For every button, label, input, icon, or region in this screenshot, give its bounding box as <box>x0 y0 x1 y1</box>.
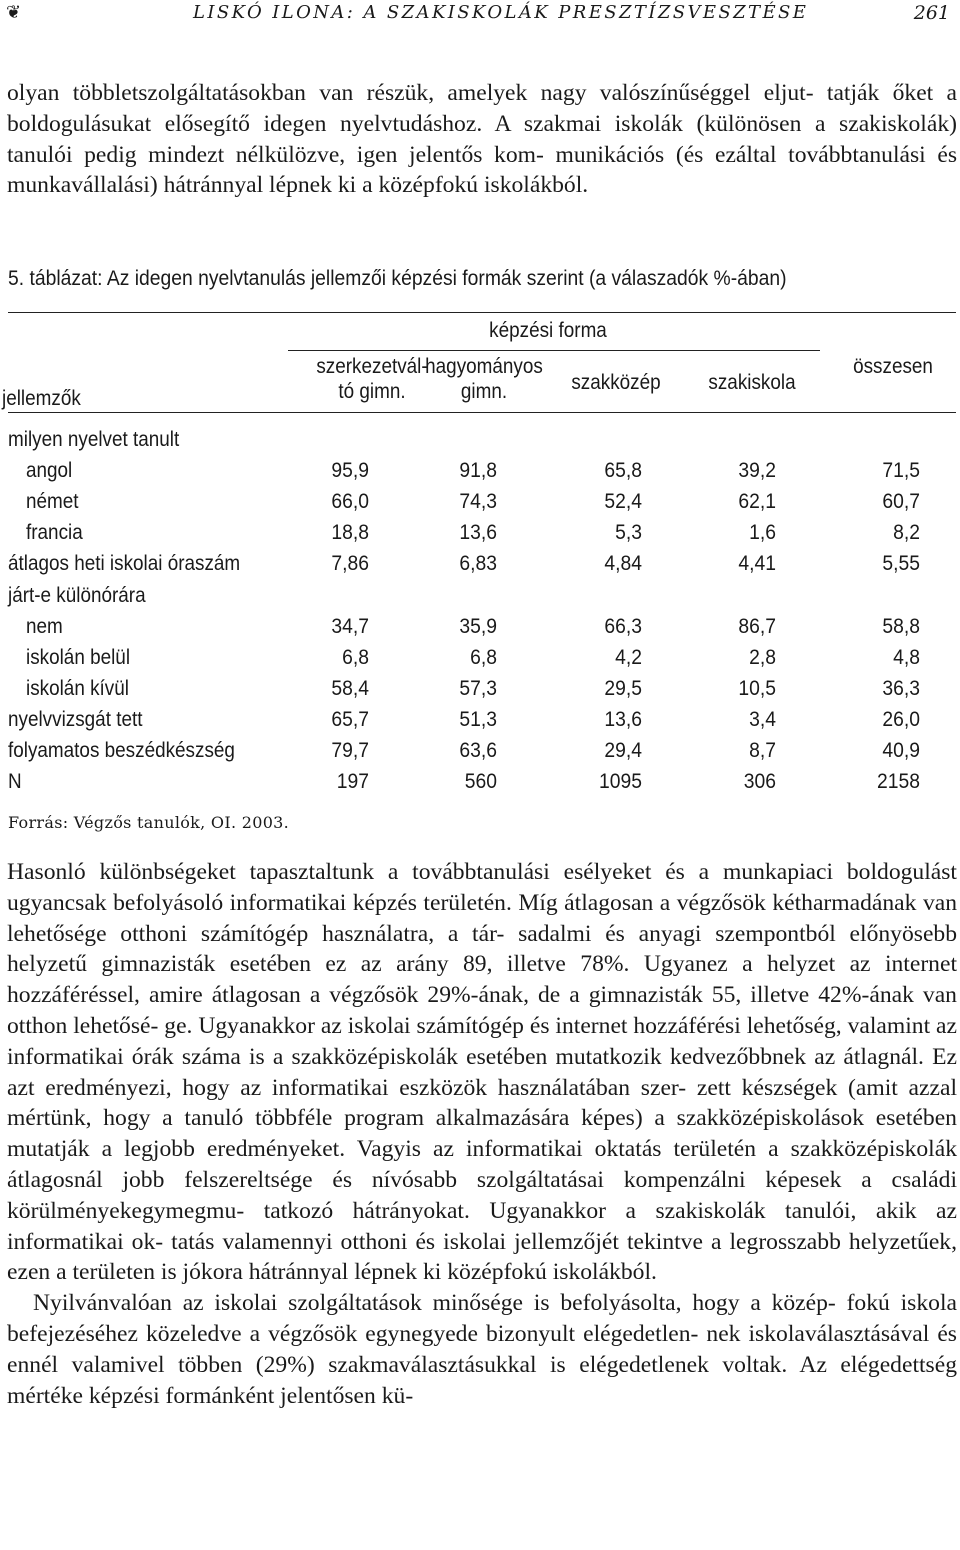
table-row <box>8 517 956 548</box>
row-label: nem <box>26 614 63 638</box>
table-row <box>8 486 956 517</box>
table-cell: 58,4 <box>331 676 369 700</box>
table-cell: 52,4 <box>604 490 642 514</box>
body-paragraph <box>7 1288 957 1411</box>
table-cell: 66,0 <box>331 490 369 514</box>
column-header-line: szakközép <box>571 371 661 394</box>
table-cell: 29,5 <box>604 676 642 700</box>
table-row <box>8 766 956 797</box>
table-cell: 79,7 <box>331 739 369 762</box>
table-cell: 66,3 <box>604 614 642 638</box>
column-header <box>821 354 960 379</box>
row-label: német <box>26 490 79 514</box>
row-label: iskolán kívül <box>26 676 129 700</box>
text-line: tatkozó hátrányokat. Ugyanakkor a szakiskolák tanulói, akik az informatikai ok- <box>7 1197 957 1255</box>
text-line: informatikai oktatás területén a szakközépiskolák átlagosnál jobb felszereltsége és <box>7 1136 957 1193</box>
table-cell: 26,0 <box>882 707 920 731</box>
table-cell: 3,4 <box>749 707 776 731</box>
table-cell: 5,55 <box>882 552 920 576</box>
table-row <box>8 642 956 673</box>
text-line: tatják őket a boldogulásukat elősegítő idegen nyelvtudáshoz. A szakmai iskolák <box>7 80 958 137</box>
table-row <box>8 548 956 579</box>
row-label: angol <box>26 459 73 483</box>
body-text <box>7 857 957 1411</box>
column-header-line: összesen <box>853 355 933 378</box>
table-cell: 1095 <box>599 770 642 794</box>
text-line: ezen a területen is jókora hátránnyal lépnek ki középfokú iskolákból. <box>7 1259 657 1286</box>
table-cell: 36,3 <box>882 676 920 700</box>
table-row <box>8 704 956 735</box>
table-cell: 8,2 <box>893 521 920 545</box>
row-header: jellemzők <box>2 387 81 410</box>
row-label: N <box>8 770 22 794</box>
running-title: LISKÓ ILONA: A SZAKISKOLÁK PRESZTÍZSVESZTÉSE <box>193 2 809 23</box>
table-row <box>8 735 956 766</box>
table-cell: 39,2 <box>738 459 776 483</box>
text-line: nívósabb szolgáltatásai kompenzálni képesek a családi körülményekegymegmu- <box>7 1166 957 1224</box>
table-cell: 58,8 <box>882 614 920 638</box>
table-cell: 8,7 <box>749 739 776 762</box>
table-caption: 5. táblázat: Az idegen nyelvtanulás jellemzői képzési formák szerint (a válaszadók %-ában) <box>8 267 787 290</box>
text-line: ge. Ugyanakkor az iskolai számítógép és internet hozzáférési lehetőség, valamint az <box>164 1012 957 1039</box>
column-header-line: szerkezetvál- <box>316 355 428 378</box>
table-cell: 51,3 <box>459 707 497 731</box>
column-header-line: gimn. <box>460 380 508 403</box>
table-cell: 2158 <box>877 770 920 794</box>
intro-paragraph <box>7 78 957 201</box>
table-cell: 4,8 <box>893 645 920 669</box>
table-source: Forrás: Végzős tanulók, OI. 2003. <box>8 813 290 832</box>
group-header: képzési forma <box>489 319 607 342</box>
text-line: zett készségek (amit azzal mértünk, hogy a tanuló többféle program alkalmazására <box>7 1074 957 1132</box>
table-cell: 65,7 <box>331 707 369 731</box>
column-header-line: szakiskola <box>708 371 796 394</box>
table-row <box>8 455 956 486</box>
text-line: informatikai órák száma is a szakközépiskolák esetében mutatkozik kedvezőbbnek <box>7 1043 807 1070</box>
column-header <box>412 354 556 404</box>
row-label: francia <box>26 521 83 545</box>
text-line: képes) a szakközépiskolások esetében mutatják a legjobb eredményeket. Vagyis az <box>7 1105 957 1163</box>
table-cell: 57,3 <box>459 676 497 700</box>
table-cell: 60,7 <box>882 490 920 514</box>
text-line: nek iskolaválasztásával és ennél valamivel többen (29%) szakmaválasztásukkal is <box>7 1320 957 1378</box>
running-header <box>0 0 960 28</box>
table-cell: 40,9 <box>882 739 920 762</box>
table-row <box>8 424 956 455</box>
table-cell: 63,6 <box>459 739 497 762</box>
table-row <box>8 611 956 642</box>
column-header <box>544 370 688 395</box>
table-cell: 62,1 <box>738 490 776 514</box>
row-label: folyamatos beszédkészség <box>8 739 235 762</box>
text-line: a végzősök 29%-ának, de a gimnazisták 55, illetve 42%-ának van otthon lehetősé- <box>7 982 957 1039</box>
table-cell: 18,8 <box>331 521 369 545</box>
table-cell: 4,41 <box>738 552 776 576</box>
row-label: átlagos heti iskolai óraszám <box>8 552 241 576</box>
text-line: középfokú iskolákból. <box>378 172 589 199</box>
table-cell: 34,7 <box>331 614 369 638</box>
table-cell: 7,86 <box>331 552 369 576</box>
text-line: Nyilvánvalóan az iskolai szolgáltatások minősége is befolyásolta, hogy a közép- <box>33 1290 836 1317</box>
text-line: Hasonló különbségeket tapasztaltunk a továbbtanulási esélyeket és a munkapiaci <box>7 859 834 885</box>
page-number: 261 <box>913 2 950 24</box>
table-cell: 10,5 <box>738 676 776 700</box>
table-cell: 91,8 <box>459 459 497 483</box>
text-line: fokú iskola befejezéséhez közeledve a végzősök egynegyede bizonyult elégedetlen- <box>7 1290 957 1347</box>
table-cell: 6,83 <box>459 552 497 576</box>
table-top-rule <box>8 312 956 313</box>
text-line: az átlagnál. Ez azt eredményezi, hogy az informatikai eszközök használatában szer- <box>7 1043 958 1101</box>
intro-text <box>7 78 957 201</box>
text-line: munikációs (és ezáltal továbbtanulási és munkavállalási) hátránnyal lépnek ki a <box>7 141 958 199</box>
row-label: nyelvvizsgát tett <box>8 707 143 731</box>
text-line: tatás valamennyi otthoni és iskolai jellemzőjét tekintve a legrosszabb helyzetűek, <box>171 1228 957 1255</box>
table-cell: 197 <box>336 770 369 794</box>
table-cell: 74,3 <box>459 490 497 514</box>
header-bottom-rule <box>8 412 956 413</box>
leaf-ornament-icon: ❦ <box>6 2 22 23</box>
text-line: a végzősök kétharmadának van lehetősége otthoni számítógép használatra, a tár- <box>7 889 958 947</box>
table-cell: 306 <box>743 770 776 794</box>
text-line: olyan többletszolgáltatásokban van részük, amelyek nagy valószínűséggel eljut- <box>7 80 814 106</box>
table-cell: 86,7 <box>738 614 776 638</box>
table-cell: 35,9 <box>459 614 497 638</box>
text-line: boldogulást ugyancsak befolyásoló informatikai képzés területén. Míg átlagosan <box>7 859 957 916</box>
table-cell: 29,4 <box>604 739 642 762</box>
table-cell: 95,9 <box>331 459 369 483</box>
body-paragraph <box>7 857 957 1288</box>
table-cell: 6,8 <box>342 645 369 669</box>
table-cell: 71,5 <box>882 459 920 483</box>
table-row <box>8 580 956 611</box>
text-line: elégedetlenek voltak. Az elégedettség mértéke képzési formánként jelentősen kü- <box>7 1351 958 1409</box>
table-cell: 13,6 <box>604 707 642 731</box>
table-cell: 65,8 <box>604 459 642 483</box>
text-line: sadalmi és anyagi szempontból előnyösebb helyzetű gimnazisták esetében ez az <box>7 920 958 978</box>
table-row <box>8 673 956 704</box>
column-header <box>680 370 824 395</box>
table-cell: 1,6 <box>749 521 776 545</box>
text-line: arány 89, illetve 78%. Ugyanez a helyzet az internet hozzáféréssel, amire átlagosan <box>7 951 958 1009</box>
table-cell: 6,8 <box>470 645 497 669</box>
row-label: milyen nyelvet tanult <box>8 428 180 451</box>
group-header-rule <box>288 350 820 351</box>
column-header-line: hagyományos <box>425 355 543 378</box>
table-cell: 4,2 <box>615 645 642 669</box>
table-cell: 560 <box>464 770 497 794</box>
table-cell: 13,6 <box>459 521 497 545</box>
table-cell: 4,84 <box>604 552 642 576</box>
column-header-line: tó gimn. <box>338 380 406 403</box>
table-cell: 5,3 <box>615 521 642 545</box>
row-label: járt-e különórára <box>8 583 146 607</box>
table-cell: 2,8 <box>749 645 776 669</box>
text-line: (különösen a szakiskolák) tanulói pedig mindezt nélkülözve, igen jelentős kom- <box>7 110 957 168</box>
row-label: iskolán belül <box>26 645 131 669</box>
